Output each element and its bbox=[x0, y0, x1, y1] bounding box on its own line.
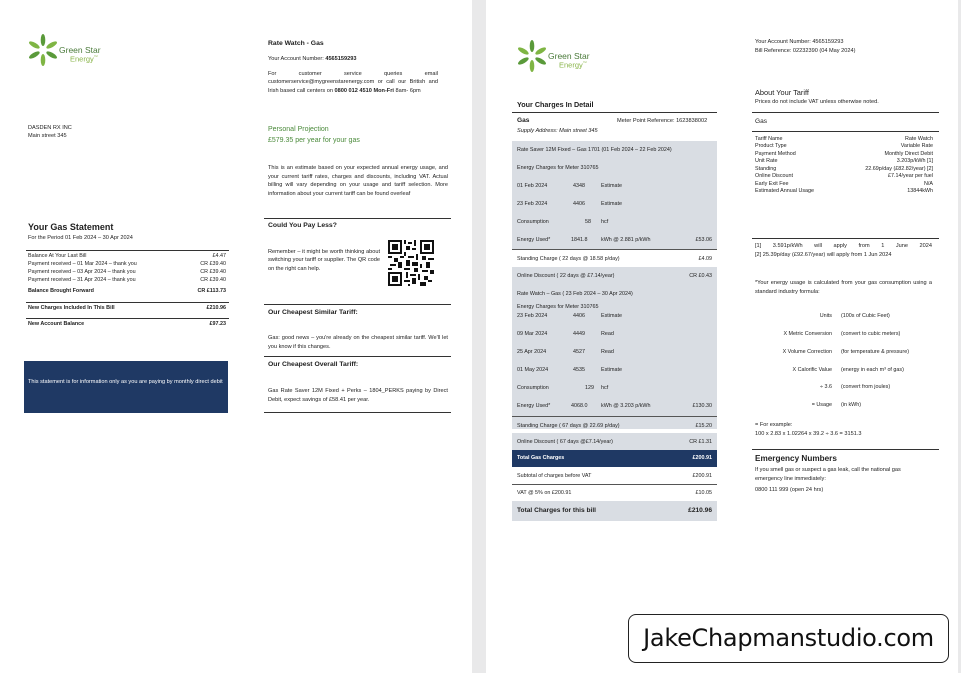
contact-info: For customer service queries email customerservice@mygreenstarenergy.com or call our British and Irish based call centers on 0800 012 4510 Mon-Fri 8am- 6pm bbox=[268, 71, 438, 94]
tariff-period-row: Rate Saver 12M Fixed – Gas 1701 (01 Feb 2024 – 22 Feb 2024) bbox=[512, 141, 717, 159]
new-balance-row: New Account Balance £97.23 bbox=[28, 321, 226, 327]
similar-tariff-text: Gas: good news – you're already on the cheapest similar tariff. We'll let you know if this changes. bbox=[268, 335, 448, 350]
star-leaf-icon bbox=[516, 40, 548, 72]
discount-row: Online Discount ( 22 days @ £7.14/year) CR £0.43 bbox=[512, 267, 717, 285]
divider bbox=[752, 131, 939, 132]
projection-amount: £579.35 per year for your gas bbox=[268, 137, 360, 144]
watermark-label: JakeChapmanstudio.com bbox=[628, 614, 949, 663]
emergency-text: If you smell gas or suspect a gas leak, call the national gas emergency line immediately: bbox=[755, 467, 901, 482]
statement-title: Your Gas Statement bbox=[28, 222, 114, 232]
reading-row: 01 Feb 2024 4348 Estimate bbox=[517, 183, 622, 189]
reading-row: 01 May 2024 4535 Estimate bbox=[517, 367, 622, 373]
gas-label: Gas bbox=[517, 117, 530, 124]
tariff-note: Prices do not include VAT unless otherwise noted. bbox=[755, 99, 879, 105]
account-number: Your Account Number: 4565159293 bbox=[755, 39, 844, 45]
divider bbox=[512, 112, 717, 113]
tariff-row: Estimated Annual Usage 13844kWh bbox=[755, 188, 933, 194]
formula-left: ÷ 3.6 bbox=[820, 384, 832, 390]
tariff-row: Payment Method Monthly Direct Debit bbox=[755, 151, 933, 157]
divider bbox=[26, 302, 229, 303]
footnote-1: [1] 3.591p/kWh will apply from 1 June 2024 bbox=[755, 243, 932, 249]
tariff-row: Product Type Variable Rate bbox=[755, 143, 933, 149]
example-label: = For example: bbox=[755, 422, 793, 428]
divider bbox=[752, 449, 939, 450]
reading-row: 23 Feb 2024 4406 Estimate bbox=[517, 313, 622, 319]
formula-right: (in kWh) bbox=[841, 402, 862, 408]
qr-code-icon[interactable] bbox=[388, 240, 434, 286]
divider bbox=[264, 218, 451, 219]
meter-row: Energy Charges for Meter 310765 bbox=[517, 304, 599, 310]
tariff-row: Unit Rate 3.203p/kWh [1] bbox=[755, 158, 933, 164]
formula-left: = Usage bbox=[811, 402, 832, 408]
overall-tariff-text: Gas Rate Saver 12M Fixed + Perks – 1804_PERKS paying by Direct Debit, expect savings of £58.41 per year. bbox=[268, 388, 448, 403]
energy-used-row: Energy Used* 1841.8 kWh @ 2.881 p/kWh £53.06 bbox=[517, 237, 712, 243]
statement-row: Payment received – 31 Apr 2024 – thank you CR £39.40 bbox=[28, 277, 226, 283]
formula-right: (100s of Cubic Feet) bbox=[841, 313, 890, 319]
brand-subname: Energy™ bbox=[559, 60, 587, 70]
reading-row: 09 Mar 2024 4449 Read bbox=[517, 331, 614, 337]
direct-debit-info-box: This statement is for information only as you are paying by monthly direct debit bbox=[24, 361, 228, 413]
statement-row: Payment received – 01 Mar 2024 – thank you CR £39.40 bbox=[28, 261, 226, 267]
consumption-row: Consumption 58 hcf bbox=[517, 219, 609, 225]
energy-used-row: Energy Used* 4068.0 kWh @ 3.203 p/kWh £130.30 bbox=[517, 403, 712, 409]
reading-row: 23 Feb 2024 4406 Estimate bbox=[517, 201, 622, 207]
discount-row: Online Discount ( 67 days @£7.14/year) CR £1.31 bbox=[512, 433, 717, 451]
tariff-period-row: Rate Watch – Gas ( 23 Feb 2024 – 30 Apr 2024) bbox=[512, 285, 717, 303]
tariff-row: Online Discount £7.14/year per fuel bbox=[755, 173, 933, 179]
new-charges-row: New Charges Included In This Bill £210.96 bbox=[28, 305, 226, 311]
formula-left: Units bbox=[819, 313, 832, 319]
standing-charge-row: Standing Charge ( 22 days @ 18.58 p/day) £4.09 bbox=[512, 249, 717, 267]
total-gas-row: Total Gas Charges £200.91 bbox=[512, 450, 717, 467]
footnote-2: [2] 25.39p/day (£92.67/year) will apply from 1 Jun 2024 bbox=[755, 252, 892, 258]
consumption-row: Consumption 129 hcf bbox=[517, 385, 609, 391]
formula-right: (convert to cubic meters) bbox=[841, 331, 901, 337]
formula-left: X Volume Correction bbox=[782, 349, 832, 355]
tariff-row: Standing 22.69p/day (£82.82/year) [2] bbox=[755, 166, 933, 172]
example-formula: 100 x 2.83 x 1.02264 x 39.2 ÷ 3.6 = 3151.3 bbox=[755, 431, 862, 437]
account-number: Your Account Number: 4565159293 bbox=[268, 56, 357, 62]
green-star-logo bbox=[27, 34, 117, 74]
supply-address: Supply Address: Main street 345 bbox=[517, 128, 598, 134]
formula-right: (convert from joules) bbox=[841, 384, 891, 390]
statement-period: For the Period 01 Feb 2024 – 30 Apr 2024 bbox=[28, 235, 133, 241]
vat-row: VAT @ 5% on £200.91 £10.05 bbox=[517, 490, 712, 496]
divider bbox=[26, 250, 229, 251]
rate-watch-title: Rate Watch - Gas bbox=[268, 40, 324, 47]
total-charges-row: Total Charges for this bill £210.96 bbox=[512, 501, 717, 521]
balance-brought-forward: Balance Brought Forward CR £113.73 bbox=[28, 288, 226, 294]
brand-name: Green Star bbox=[548, 51, 590, 61]
statement-page-2 bbox=[486, 0, 958, 673]
divider bbox=[264, 356, 451, 357]
meter-row: Energy Charges for Meter 310765 bbox=[517, 165, 599, 171]
divider bbox=[752, 238, 939, 239]
tariff-gas-label: Gas bbox=[755, 118, 768, 125]
similar-tariff-title: Our Cheapest Similar Tariff: bbox=[268, 309, 358, 316]
reading-row: 25 Apr 2024 4527 Read bbox=[517, 349, 614, 355]
usage-note: *Your energy usage is calculated from your gas consumption using a standard industry formula: bbox=[755, 280, 932, 295]
tariff-title: About Your Tariff bbox=[755, 88, 809, 97]
divider bbox=[26, 318, 229, 319]
overall-tariff-title: Our Cheapest Overall Tariff: bbox=[268, 361, 359, 368]
pay-less-title: Could You Pay Less? bbox=[268, 222, 337, 229]
subtotal-row: Subtotal of charges before VAT £200.91 bbox=[512, 467, 717, 485]
charges-heading: Your Charges In Detail bbox=[517, 100, 594, 109]
green-star-logo bbox=[516, 40, 606, 80]
customer-name: DASDEN RX INC bbox=[28, 125, 72, 131]
customer-address: Main street 345 bbox=[28, 133, 67, 139]
tariff-row: Tariff Name Rate Watch bbox=[755, 136, 933, 142]
emergency-phone: 0800 111 999 (open 24 hrs) bbox=[755, 487, 824, 493]
projection-title: Personal Projection bbox=[268, 126, 329, 133]
formula-left: X Calorific Value bbox=[792, 367, 832, 373]
brand-name: Green Star bbox=[59, 45, 101, 55]
tariff-row: Early Exit Fee N/A bbox=[755, 181, 933, 187]
formula-right: (energy in each m³ of gas) bbox=[841, 367, 904, 373]
divider bbox=[264, 304, 451, 305]
divider bbox=[264, 412, 451, 413]
divider bbox=[752, 112, 939, 113]
statement-row: Payment received – 03 Apr 2024 – thank you CR £39.40 bbox=[28, 269, 226, 275]
star-leaf-icon bbox=[27, 34, 59, 66]
pay-less-text: Remember – it might be worth thinking about switching your tariff or supplier. The QR code on the right can help. bbox=[268, 249, 380, 272]
brand-subname: Energy™ bbox=[70, 54, 98, 64]
projection-text: This is an estimate based on your expected annual energy usage, and your current tariff rates, charges and discounts, including VAT. Actual billing will vary depending on your usage and tariff selection. More information about your current tariff can be found overleaf bbox=[268, 165, 448, 197]
formula-right: (for temperature & pressure) bbox=[841, 349, 910, 355]
standing-charge-row: Standing Charge ( 67 days @ 22.69 p/day) £15.20 bbox=[512, 416, 717, 434]
bill-reference: Bill Reference: 02232390 (04 May 2024) bbox=[755, 48, 856, 54]
emergency-title: Emergency Numbers bbox=[755, 454, 837, 463]
meter-point-reference: Meter Point Reference: 1623838002 bbox=[617, 118, 708, 124]
formula-left: X Metric Conversion bbox=[783, 331, 832, 337]
statement-page-1 bbox=[0, 0, 472, 673]
statement-row: Balance At Your Last Bill £4.47 bbox=[28, 253, 226, 259]
